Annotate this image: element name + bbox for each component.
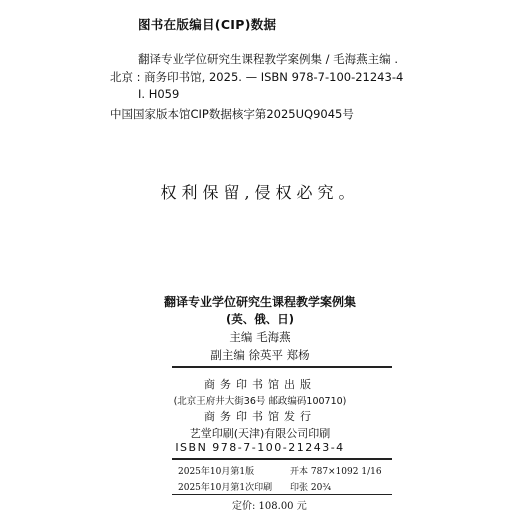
isbn: ISBN 978-7-100-21243-4: [175, 441, 345, 454]
divider-top: [172, 366, 392, 368]
rights-statement: 权利保留,侵权必究。: [160, 183, 360, 202]
publisher-name: 商务印书馆出版: [204, 378, 316, 391]
distributor: 商务印书馆发行: [204, 410, 316, 423]
first-printing: 2025年10月第1次印刷: [178, 483, 273, 493]
first-edition: 2025年10月第1版: [178, 467, 255, 477]
book-editor: 主编 毛海燕: [229, 330, 291, 344]
divider-bottom: [172, 494, 392, 495]
price: 定价: 108.00 元: [232, 501, 307, 512]
cip-line-3: Ⅰ. H059: [138, 87, 180, 101]
cip-line-4: 中国国家版本馆CIP数据核字第2025UQ9045号: [110, 107, 354, 121]
cip-line-2: 北京 : 商务印书馆, 2025. — ISBN 978-7-100-21243-4: [110, 70, 404, 84]
publisher-address: (北京王府井大街36号 邮政编码100710): [173, 396, 347, 407]
page-format: 开本 787×1092 1/16: [290, 467, 382, 477]
book-deputy-editors: 副主编 徐英平 郑杨: [210, 348, 310, 362]
divider-middle: [172, 458, 392, 460]
printer: 艺堂印刷(天津)有限公司印刷: [189, 427, 331, 440]
cip-line-1: 翻译专业学位研究生课程教学案例集 / 毛海燕主编 .: [138, 52, 398, 66]
print-sheets: 印张 20¾: [290, 483, 332, 493]
book-title: 翻译专业学位研究生课程教学案例集: [163, 295, 356, 309]
book-subtitle: (英、俄、日): [225, 312, 294, 326]
cip-heading: 图书在版编目(CIP)数据: [138, 17, 277, 32]
